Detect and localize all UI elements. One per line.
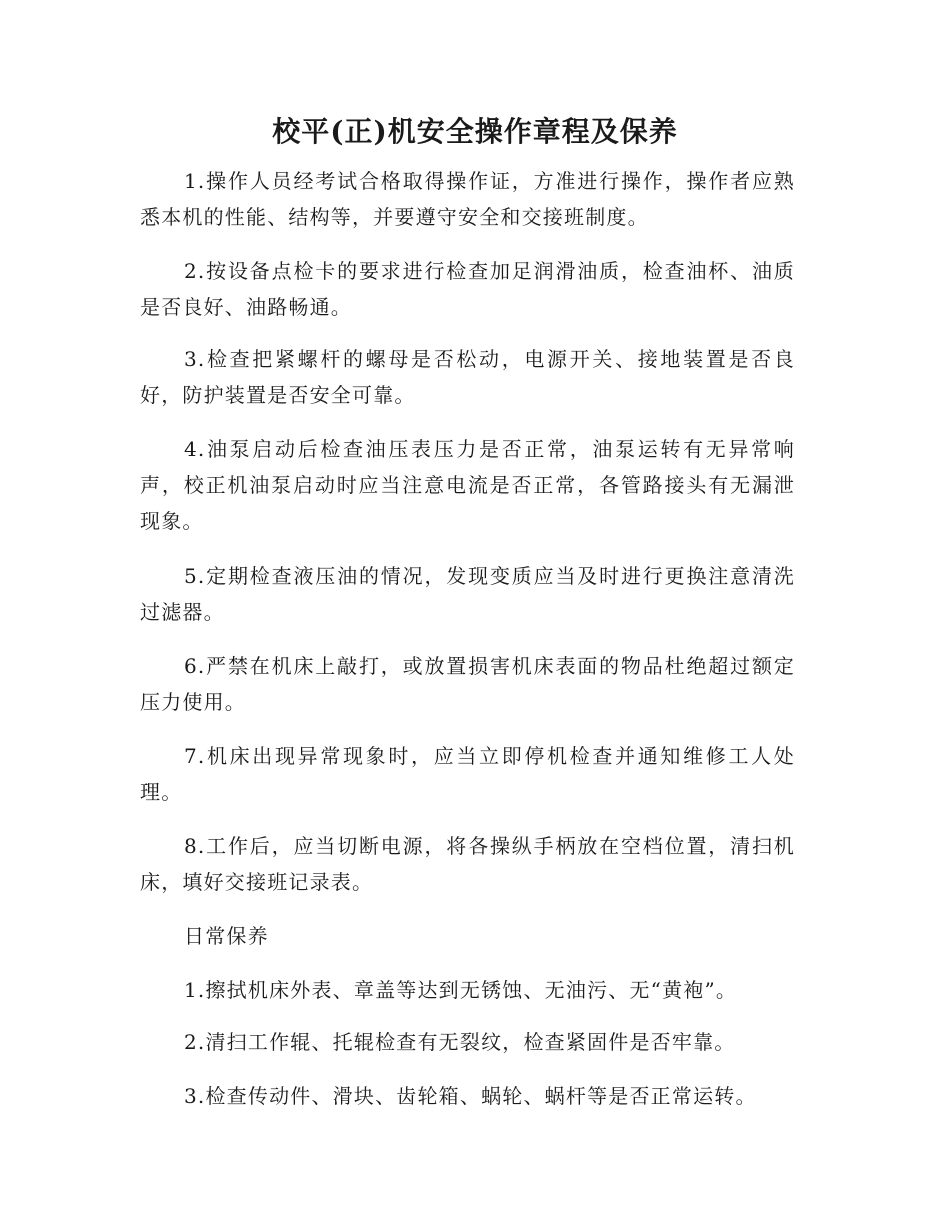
paragraph-5: 5.定期检查液压油的情况，发现变质应当及时进行更换注意清洗过滤器。 [140, 564, 795, 624]
document-title: 校平(正)机安全操作章程及保养 [272, 115, 678, 148]
maintenance-item-2: 2.清扫工作辊、托辊检查有无裂纹，检查紧固件是否牢靠。 [184, 1030, 736, 1054]
maintenance-item-3: 3.检查传动件、滑块、齿轮箱、蜗轮、蜗杆等是否正常运转。 [184, 1084, 757, 1108]
paragraph-7: 7.机床出现异常现象时，应当立即停机检查并通知维修工人处理。 [140, 744, 795, 804]
paragraph-4: 4.油泵启动后检查油压表压力是否正常，油泵运转有无异常响声，校正机油泵启动时应当注意电流是否正常，各管路接头有无漏泄现象。 [140, 437, 795, 533]
paragraph-3: 3.检查把紧螺杆的螺母是否松动，电源开关、接地装置是否良好，防护装置是否安全可靠。 [140, 347, 795, 407]
maintenance-item-1: 1.擦拭机床外表、章盖等达到无锈蚀、无油污、无“黄袍”。 [184, 978, 738, 1002]
paragraph-8: 8.工作后，应当切断电源，将各操纵手柄放在空档位置，清扫机床，填好交接班记录表。 [140, 834, 795, 894]
paragraph-1: 1.操作人员经考试合格取得操作证，方准进行操作，操作者应熟悉本机的性能、结构等，并要遵守安全和交接班制度。 [140, 169, 795, 229]
paragraph-6: 6.严禁在机床上敲打，或放置损害机床表面的物品杜绝超过额定压力使用。 [140, 654, 795, 714]
section-heading-daily-maintenance: 日常保养 [184, 924, 269, 948]
paragraph-2: 2.按设备点检卡的要求进行检查加足润滑油质，检查油杯、油质是否良好、油路畅通。 [140, 259, 795, 319]
